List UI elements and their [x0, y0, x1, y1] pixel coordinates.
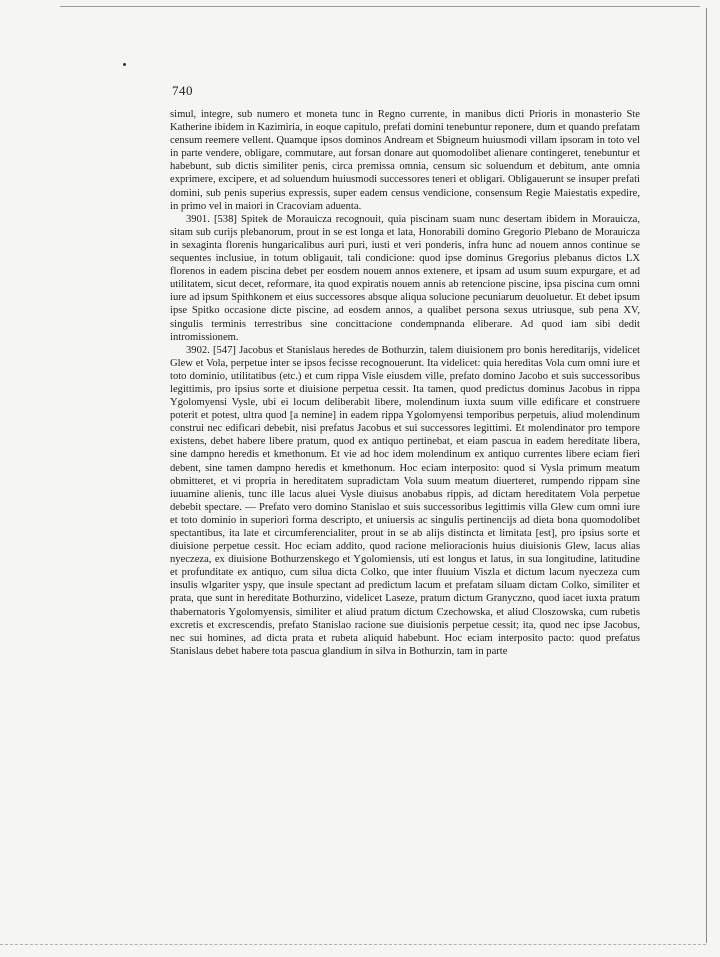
entry-3902: 3902. [547] Jacobus et Stanislaus heredes de Bothurzin, talem diuisionem pro bonis hereditarijs, videlicet Glew et Vola, perpetue inter se ipsos fecisse recognouerunt. Ita videlicet: quia hereditas Vola cum omni iure et toto dominio, utilitatibus (etc.) et cum rippa Visle eiusdem ville, prefato domino Jacobo et suis successoribus legittimis, pro ipsius sorte et diuisione perpetua cessit. Ita tamen, quod predictus dominus Jacobus in rippa Ygolomyensi Vysle, ubi ei locum deliberabit libere, molendinum iuxta suum ville edificare et construere poterit et potest, ultra quod [a nemine] in eadem rippa Ygolomyensi temporibus perpetuis, aliud molendinum construi nec edificari debebit, nisi prefatus Jacobus et sui successores legittimi. Et molendinator pro tempore existens, debet habere libere pratum, quod ex antiquo pertinebat, et eiam pascua in eadem hereditate libera, sine dampno heredis et kmethonum. Et vie ad hoc idem molendinum ex antiquo currentes libere eciam fieri debent, sine tamen dampno heredis et kmethonum. Hoc eciam interposito: quod si Vysla primum meatum obmitteret, et vi propria in hereditatem supradictam Vola suum meatum diuerteret, rumpendo rippam sine iuuamine alienis, tunc ille lacus aluei Vysle diuisus anobabus rippis, ad dictam hereditatem Vola perpetue debebit spectare. — Prefato vero domino Stanislao et suis successoribus legittimis villa Glew cum omni iure et toto dominio in superiori forma descripto, et uniuersis ac singulis pertinencijs ad dieta bona quomodolibet spectantibus, ita late et circumferencialiter, prout in se ab alijs distincta et limitata [est], pro ipsius sorte et diuisione perpetue cessit. Hoc eciam addito, quod racione melioracionis huius diuisionis Glew, lacus alias nyeczeza, ex diuisione Bothurzenskego et Ygolomiensis, uti est longus et latus, in sua longitudine, latitudine et profunditate ex antiquo, cum silua dicta Colko, que inter fluuium Viszla et dictum lacum nyeczeza cum insulis wlgariter yspy, que insule spectant ad predictum lacum et prefatam siluam dictam Colko, similiter et prata, que sunt in hereditate Bothurzino, videlicet Laseze, pratum dictum Granyczno, quod iacet iuxta pratum thabernatoris Ygolomyensis, similiter et aliud pratum dictum Czechowska, et aliud Closzowska, cum rubetis excretis et excrescendis, prefato Stanislao racione sue diuisionis perpetue cessit; ita, quod nec ipse Jacobus, nec sui homines, ad dicta prata et rubeta aliquid habebunt. Hoc eciam interposito pacto: quod prefatus Stanislaus debet habere tota pascua glandium in silva in Bothurzin, tam in parte — [170, 344, 640, 657]
page-right-edge — [706, 8, 708, 943]
page-bottom-edge — [0, 944, 706, 946]
page-top-edge — [60, 6, 700, 8]
body-text — [170, 108, 640, 658]
page-number: 740 — [172, 83, 193, 98]
scan-speck — [123, 63, 126, 66]
paragraph-continuation: simul, integre, sub numero et moneta tunc in Regno currente, in manibus dicti Prioris in monasterio Ste Katherine ibidem in Kazimiria, in eoque capitulo, prefati domini tenebuntur reponere, dum et quando prefatam censum reemere vellent. Quamque ipsos dominos Andream et Sbigneum huiusmodi villam ipsoram in toto vel in parte vendere, obligare, commutare, aut forsan donare aut quomodolibet alienare contingeret, tenebuntur et habebunt, sub dictis similiter penis, circa premissa omnia, censum sic soluendum et debitum, ante omnia exprimere, excipere, et ad soluendum huiusmodi successores teneri et obligari. Obligauerunt se insuper prefati domini, sub penis superius expressis, super eadem census vendicione, consensum Regie Maiestatis expedire, in primo vel in maiori in Cracoviam aduenta. — [170, 109, 640, 212]
entry-3901: 3901. [538] Spitek de Morauicza recognouit, quia piscinam suam nunc desertam ibidem in Morauicza, sitam sub curijs plebanorum, prout in se est longa et lata, Honorabili domino Gregorio Plebano de Morauicza in sexaginta florenis hungaricalibus auri puri, iusti et veri ponderis, infra hunc ad nouem annos continue se sequentes inclusiue, in totum obligauit, tali condicione: quod ipse dominus Gregorius plebanus dictos LX florenos in eadem piscina debet per eosdem nouem annos extenere, et ipsam ad usum suum expurgare, et ad utilitatem, sicut decet, reformare, ita quod expiratis nouem annis ab retencione piscine, ipsa piscina cum omni iure ad ipsum Spithkonem et eius successores absque aliqua solucione pecuniarum deuoluetur. Et debet ipsum ipse Spitko occasione dicte piscine, ad eosdem annos, a qualibet persona sexus utriusque, sub pena XV, singulis terminis terrestribus sine concittacione condempnanda eliberare. Ad quod iam sibi dedit intromissionem. — [170, 213, 640, 343]
